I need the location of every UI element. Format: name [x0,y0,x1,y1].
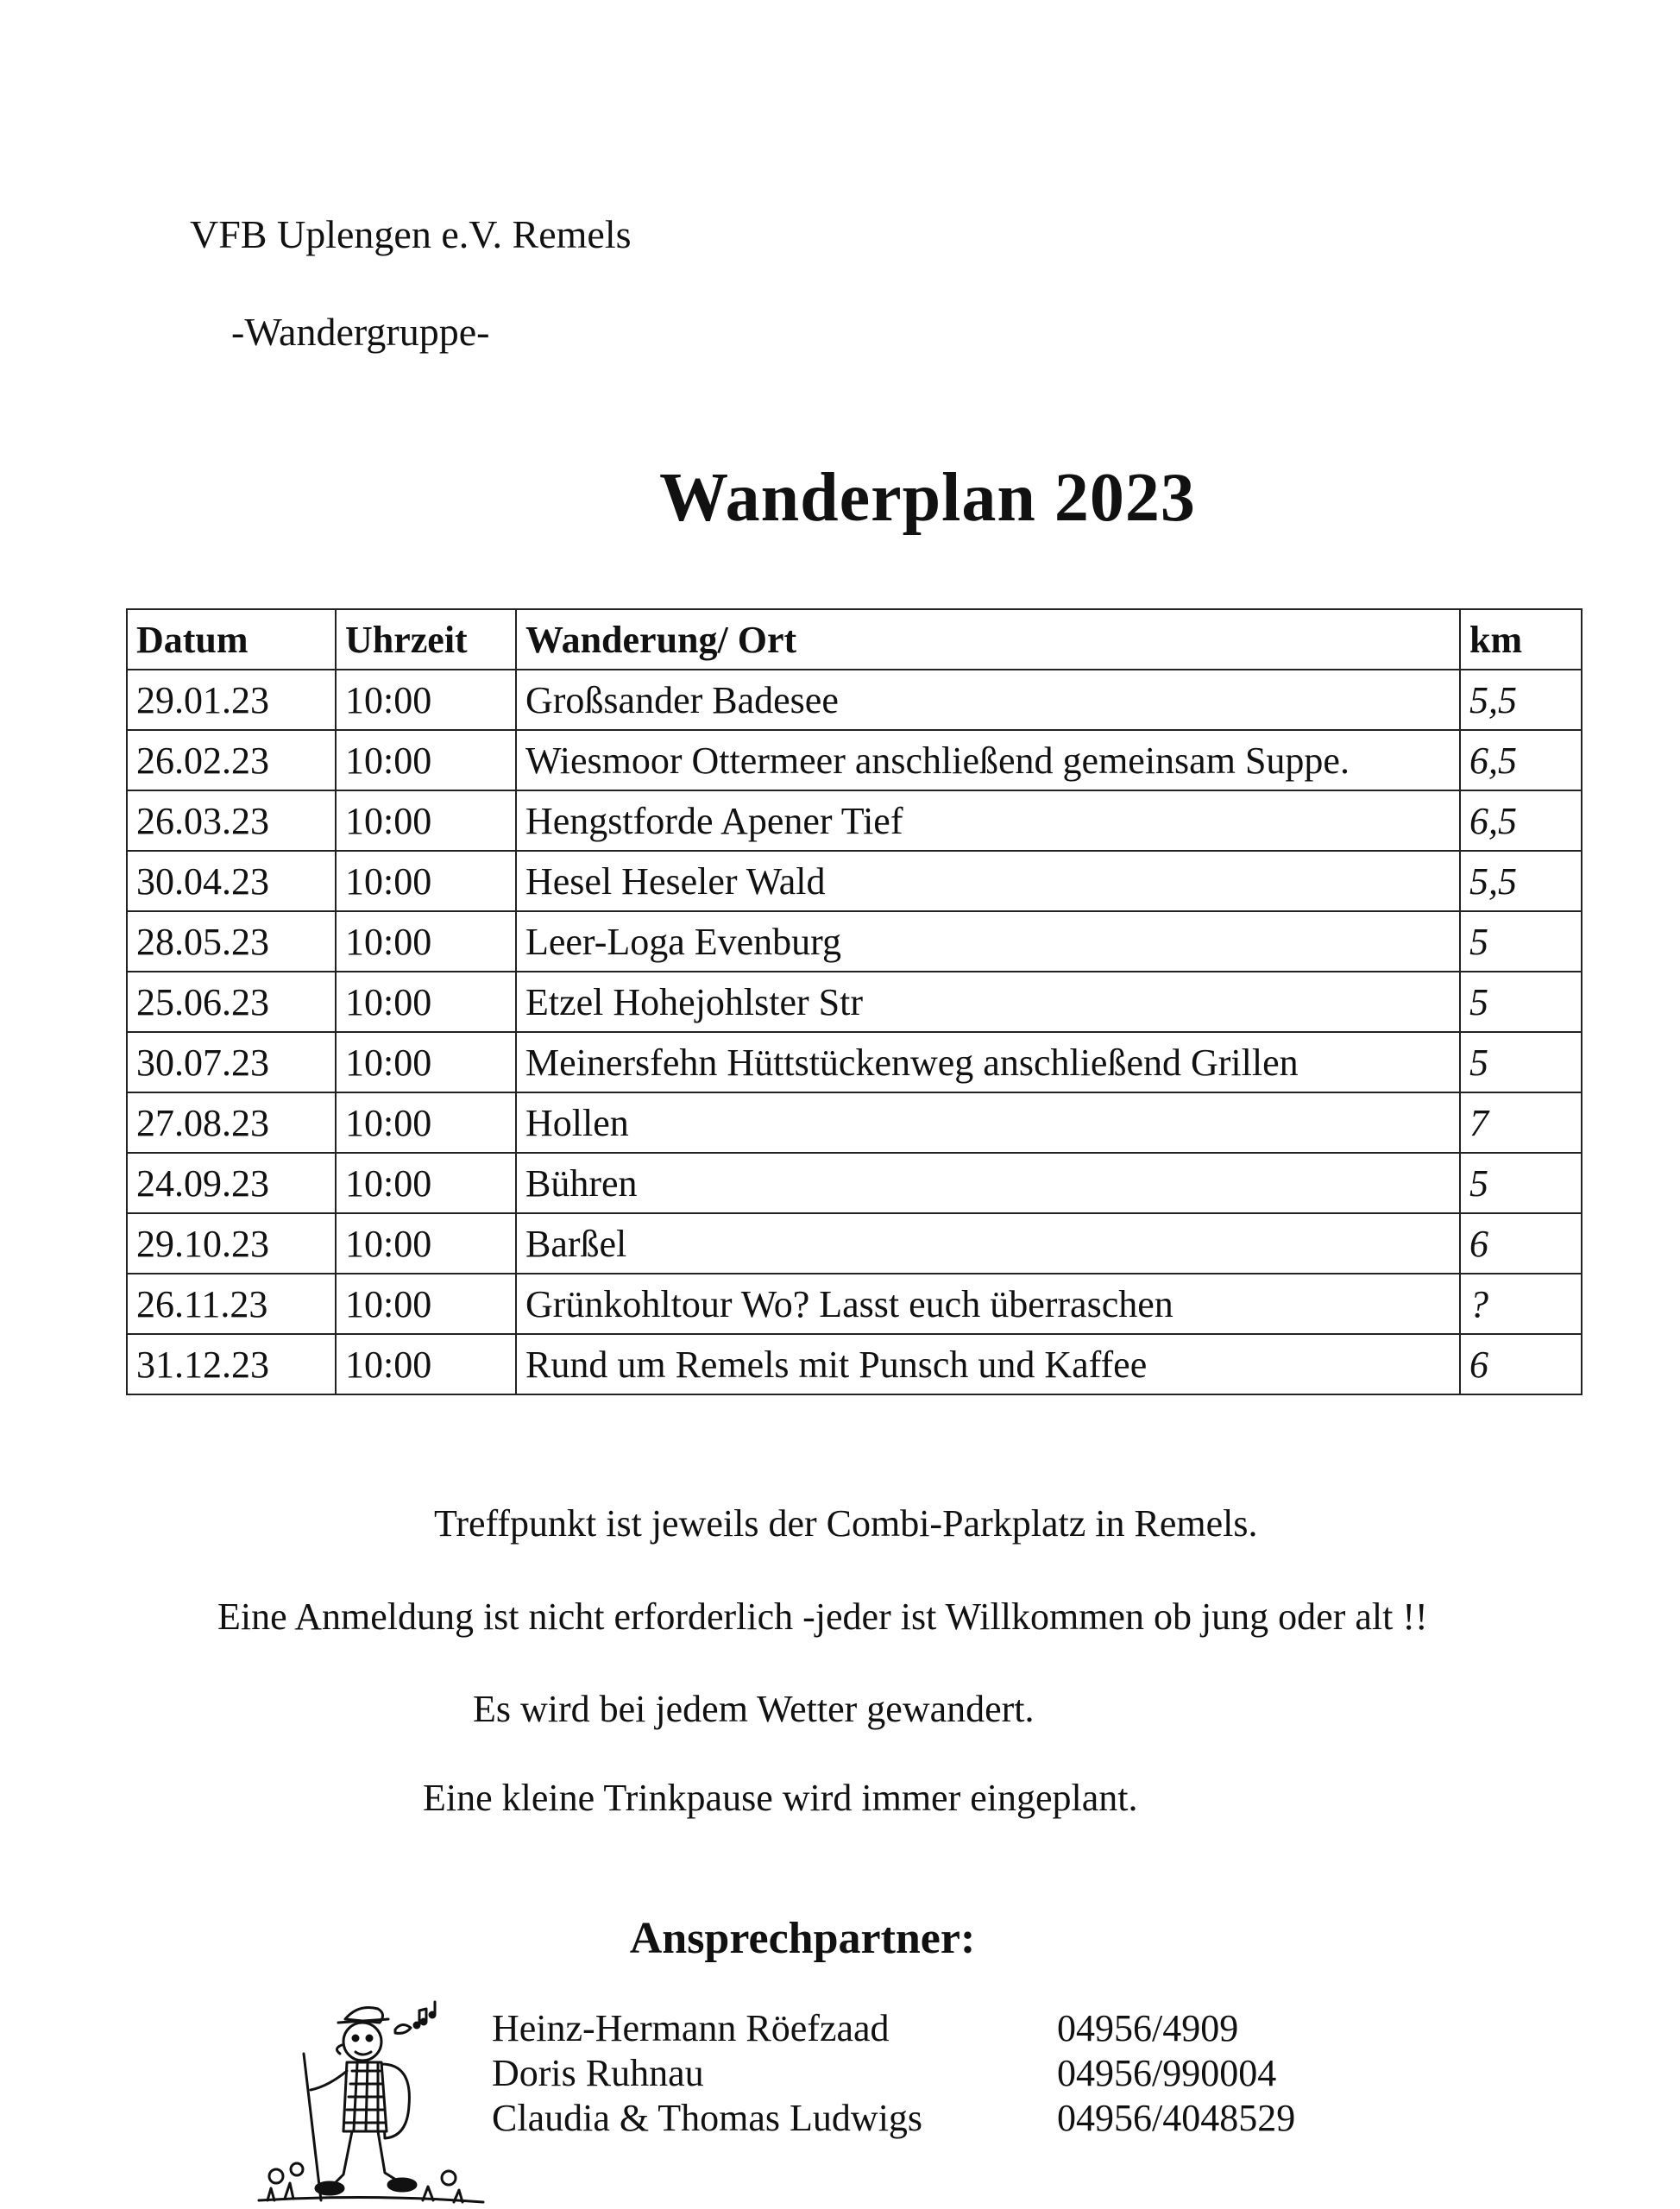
cell-uhrzeit: 10:00 [336,851,516,911]
cell-datum: 30.07.23 [127,1032,336,1092]
cell-datum: 27.08.23 [127,1092,336,1153]
cell-ort: Hesel Heseler Wald [516,851,1460,911]
cell-datum: 25.06.23 [127,972,336,1032]
group-subtitle: -Wandergruppe- [231,310,490,354]
note-meeting-point: Treffpunkt ist jeweils der Combi-Parkplatz in Remels. [434,1502,1258,1545]
cell-km: 5 [1460,911,1582,972]
table-row [127,911,1582,972]
cell-datum: 29.01.23 [127,670,336,730]
cell-uhrzeit: 10:00 [336,730,516,790]
cell-uhrzeit: 10:00 [336,1334,516,1394]
cell-km: 5,5 [1460,670,1582,730]
contact-phone: 04956/4909 [1057,2007,1239,2049]
page-title: Wanderplan 2023 [659,460,1196,536]
cell-km: 6 [1460,1213,1582,1274]
cell-uhrzeit: 10:00 [336,1032,516,1092]
cell-km: 5,5 [1460,851,1582,911]
note-drink-break: Eine kleine Trinkpause wird immer eingeplant. [423,1777,1138,1819]
column-header-uhrzeit: Uhrzeit [336,609,516,670]
cell-uhrzeit: 10:00 [336,911,516,972]
cell-ort: Hollen [516,1092,1460,1153]
table-row [127,730,1582,790]
cell-km: 6,5 [1460,790,1582,851]
cell-datum: 30.04.23 [127,851,336,911]
cell-uhrzeit: 10:00 [336,1092,516,1153]
table-row [127,1334,1582,1394]
cell-km: 5 [1460,1153,1582,1213]
table-header-row [127,609,1582,670]
cell-datum: 24.09.23 [127,1153,336,1213]
contact-name: Doris Ruhnau [492,2052,704,2094]
table-row [127,790,1582,851]
cell-ort: Leer-Loga Evenburg [516,911,1460,972]
cell-ort: Grünkohltour Wo? Lasst euch überraschen [516,1274,1460,1334]
hiker-cartoon-icon [250,1985,492,2209]
contact-name: Claudia & Thomas Ludwigs [492,2097,923,2139]
cell-ort: Rund um Remels mit Punsch und Kaffee [516,1334,1460,1394]
cell-ort: Großsander Badesee [516,670,1460,730]
contact-phone: 04956/990004 [1057,2052,1277,2094]
cell-ort: Meinersfehn Hüttstückenweg anschließend Grillen [516,1032,1460,1092]
cell-km: ? [1460,1274,1582,1334]
cell-uhrzeit: 10:00 [336,670,516,730]
table-row [127,670,1582,730]
cell-ort: Etzel Hohejohlster Str [516,972,1460,1032]
contact-name: Heinz-Hermann Röefzaad [492,2007,890,2049]
cell-datum: 26.03.23 [127,790,336,851]
cell-km: 5 [1460,972,1582,1032]
cell-datum: 26.11.23 [127,1274,336,1334]
cell-uhrzeit: 10:00 [336,1274,516,1334]
cell-datum: 28.05.23 [127,911,336,972]
column-header-datum: Datum [127,609,336,670]
cell-ort: Barßel [516,1213,1460,1274]
cell-ort: Hengstforde Apener Tief [516,790,1460,851]
note-registration: Eine Anmeldung ist nicht erforderlich -jeder ist Willkommen ob jung oder alt !! [217,1595,1428,1638]
cell-datum: 29.10.23 [127,1213,336,1274]
cell-ort: Bühren [516,1153,1460,1213]
cell-uhrzeit: 10:00 [336,1213,516,1274]
table-row [127,1092,1582,1153]
cell-datum: 31.12.23 [127,1334,336,1394]
table-row [127,1213,1582,1274]
cell-uhrzeit: 10:00 [336,972,516,1032]
contacts-title: Ansprechpartner: [629,1914,976,1963]
table-row [127,972,1582,1032]
cell-uhrzeit: 10:00 [336,790,516,851]
note-weather: Es wird bei jedem Wetter gewandert. [473,1688,1035,1730]
cell-uhrzeit: 10:00 [336,1153,516,1213]
table-row [127,1274,1582,1334]
column-header-km: km [1460,609,1582,670]
table-row [127,1032,1582,1092]
cell-km: 7 [1460,1092,1582,1153]
cell-km: 6,5 [1460,730,1582,790]
table-row [127,851,1582,911]
cell-ort: Wiesmoor Ottermeer anschließend gemeinsam Suppe. [516,730,1460,790]
cell-km: 5 [1460,1032,1582,1092]
column-header-ort: Wanderung/ Ort [516,609,1460,670]
cell-datum: 26.02.23 [127,730,336,790]
table-row [127,1153,1582,1213]
hiking-schedule-table [126,608,1582,1395]
organization-name: VFB Uplengen e.V. Remels [190,212,632,256]
contact-phone: 04956/4048529 [1057,2097,1296,2139]
cell-km: 6 [1460,1334,1582,1394]
table-body [127,670,1582,1394]
